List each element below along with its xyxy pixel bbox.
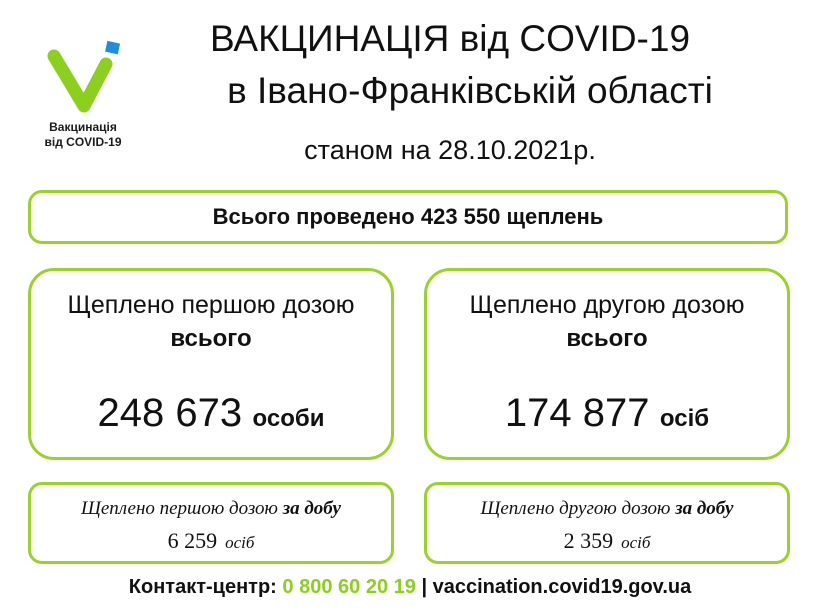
second-daily-label: Щеплено другою дозою: [480, 498, 671, 519]
second-dose-total-box: [424, 268, 790, 460]
first-dose-unit: особи: [252, 405, 325, 432]
second-daily-unit: осіб: [621, 533, 651, 552]
first-dose-daily-box: [28, 482, 394, 564]
second-dose-value-row: [427, 389, 787, 437]
first-dose-label: Щеплено першою дозою: [67, 291, 355, 319]
logo-caption: [28, 120, 138, 150]
first-daily-label: Щеплено першою дозою: [81, 498, 278, 519]
second-dose-label: Щеплено другою дозою: [469, 291, 745, 319]
first-daily-value-row: [31, 527, 391, 555]
first-daily-unit: осіб: [225, 533, 255, 552]
page-title-line2: в Івано-Франківській області: [227, 70, 713, 111]
second-daily-label-row: [427, 497, 787, 521]
second-dose-unit: осіб: [659, 405, 710, 432]
second-dose-value: 174 877: [504, 391, 650, 435]
contact-label: Контакт-центр:: [128, 576, 277, 598]
second-dose-sublabel: всього: [566, 325, 648, 352]
total-vaccinations-box: [28, 190, 788, 244]
first-dose-sublabel: всього: [170, 325, 252, 352]
second-dose-daily-box: [424, 482, 790, 564]
first-daily-value: 6 259: [167, 528, 218, 553]
first-daily-label-bold: за добу: [282, 498, 341, 519]
second-daily-value: 2 359: [563, 528, 614, 553]
report-date: станом на 28.10.2021р.: [304, 135, 596, 165]
total-vaccinations-text: Всього проведено 423 550 щеплень: [212, 204, 604, 229]
first-dose-value-row: [31, 389, 391, 437]
first-dose-total-box: [28, 268, 394, 460]
vaccination-logo: [28, 38, 138, 158]
contact-footer: [0, 574, 820, 600]
second-daily-value-row: [427, 527, 787, 555]
logo-line2: від COVID-19: [44, 135, 122, 149]
footer-separator: |: [421, 576, 428, 598]
contact-website: vaccination.covid19.gov.ua: [432, 576, 692, 598]
first-dose-value: 248 673: [97, 391, 243, 435]
contact-phone: 0 800 60 20 19: [282, 576, 416, 598]
page-title-line1: ВАКЦИНАЦІЯ від COVID-19: [209, 18, 691, 59]
v-logo-icon: [46, 38, 126, 118]
first-daily-label-row: [31, 497, 391, 521]
second-daily-label-bold: за добу: [675, 498, 734, 519]
logo-line1: Вакцинація: [49, 120, 117, 134]
